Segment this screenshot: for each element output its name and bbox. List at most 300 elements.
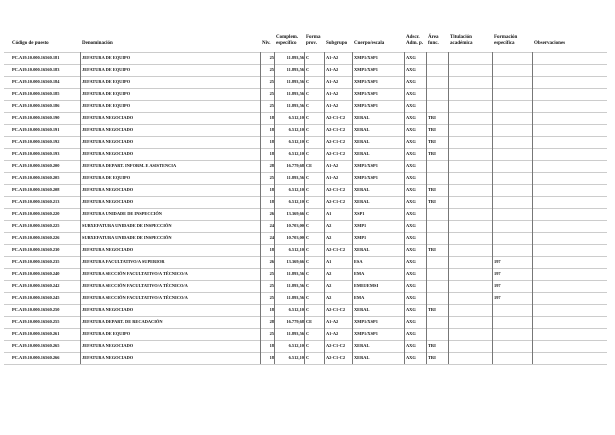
cell-codigo: PC.A19.10.000.16560.191 — [12, 127, 60, 132]
cell-forma: C — [306, 343, 310, 348]
cell-adscripcion: AXG — [406, 79, 416, 84]
cell-adscripcion: AXG — [406, 139, 416, 144]
header-nivel-line-2: Niv. — [262, 40, 271, 46]
cell-cuerpo: XMP1/XSP1 — [354, 103, 378, 108]
cell-titulacion — [450, 160, 490, 172]
cell-titulacion — [450, 208, 490, 220]
cell-complemento: 6.512,10 — [288, 355, 304, 360]
cell-forma: C — [306, 103, 310, 108]
cell-formacion — [494, 352, 532, 364]
table-row — [0, 76, 615, 88]
header-formacion-line-1: Formación — [494, 35, 518, 40]
cell-cuerpo: XERAL — [354, 355, 370, 360]
cell-denominacion: JEFATURA FACULTATIVO/A SUPERIOR — [82, 259, 165, 264]
cell-subgrupo: A2 — [326, 283, 332, 288]
cell-cuerpo: EMEI/EMSI — [354, 283, 379, 288]
cell-cuerpo: XMP1 — [354, 235, 367, 240]
cell-adscripcion: AXG — [406, 151, 416, 156]
cell-complemento: 11.893,56 — [286, 331, 304, 336]
cell-adscripcion: AXG — [406, 199, 416, 204]
cell-adscripcion: AXG — [406, 175, 416, 180]
cell-subgrupo: A2-C1-C2 — [326, 139, 346, 144]
cell-adscripcion: AXG — [406, 235, 416, 240]
cell-area: TRI — [428, 199, 436, 204]
header-complemento-line-1: Complem. — [276, 35, 299, 40]
cell-titulacion — [450, 52, 490, 64]
cell-titulacion — [450, 340, 490, 352]
table-row — [0, 88, 615, 100]
cell-denominacion: JEFATURA DE EQUIPO — [82, 67, 131, 72]
cell-formacion — [494, 112, 532, 124]
cell-observaciones — [534, 304, 606, 316]
cell-nivel: 25 — [269, 79, 274, 84]
cell-observaciones — [534, 76, 606, 88]
cell-formacion — [494, 316, 532, 328]
cell-denominacion: JEFATURA NEGOCIADO — [82, 307, 134, 312]
table-row — [0, 208, 615, 220]
cell-adscripcion: AXG — [406, 67, 416, 72]
cell-titulacion — [450, 76, 490, 88]
cell-nivel: 18 — [269, 307, 274, 312]
cell-forma: CE — [306, 163, 313, 168]
header-titulacion-line-2: académica — [450, 40, 473, 46]
header-denominacion-line-2: Denominación — [82, 40, 113, 46]
cell-complemento: 11.893,56 — [286, 67, 304, 72]
cell-area — [428, 220, 448, 232]
cell-complemento: 16.779,68 — [286, 319, 304, 324]
cell-titulacion — [450, 196, 490, 208]
cell-formacion — [494, 208, 532, 220]
header-forma-line-1: Forma — [306, 35, 321, 40]
table-row — [0, 304, 615, 316]
cell-adscripcion: AXG — [406, 343, 416, 348]
header-observaciones-line-2: Observaciones — [534, 40, 566, 46]
table-row — [0, 64, 615, 76]
cell-cuerpo: XSP1 — [354, 211, 365, 216]
cell-formacion — [494, 52, 532, 64]
cell-formacion — [494, 244, 532, 256]
cell-nivel: 28 — [269, 319, 274, 324]
cell-cuerpo: XMP1/XSP1 — [354, 331, 378, 336]
cell-denominacion: JEFATURA NEGOCIADO — [82, 355, 134, 360]
cell-forma: C — [306, 79, 310, 84]
cell-complemento: 11.893,56 — [286, 295, 304, 300]
cell-area — [428, 316, 448, 328]
table-row — [0, 280, 615, 292]
cell-subgrupo: A1 — [326, 211, 332, 216]
cell-subgrupo: A1-A2 — [326, 55, 339, 60]
table-row — [0, 244, 615, 256]
cell-subgrupo: A1-A2 — [326, 319, 339, 324]
cell-forma: C — [306, 331, 310, 336]
cell-titulacion — [450, 304, 490, 316]
cell-nivel: 18 — [269, 151, 274, 156]
cell-area — [428, 52, 448, 64]
cell-cuerpo: XMP1/XSP1 — [354, 319, 378, 324]
cell-complemento: 11.893,56 — [286, 79, 304, 84]
cell-codigo: PC.A19.10.000.16560.184 — [12, 79, 60, 84]
cell-complemento: 11.893,56 — [286, 55, 304, 60]
cell-cuerpo: XMP1 — [354, 223, 367, 228]
cell-observaciones — [534, 184, 606, 196]
cell-adscripcion: AXG — [406, 127, 416, 132]
header-area-line-1: Área — [428, 35, 439, 40]
cell-area: TRI — [428, 151, 436, 156]
cell-formacion — [494, 304, 532, 316]
header-codigo-line-2: Código de puesto — [12, 40, 49, 46]
cell-formacion — [494, 100, 532, 112]
cell-subgrupo: A2-C1-C2 — [326, 151, 346, 156]
table-row — [0, 148, 615, 160]
cell-cuerpo: XERAL — [354, 247, 370, 252]
cell-area — [428, 172, 448, 184]
cell-denominacion: JEFATURA DEPART. DE RECADACIÓN — [82, 319, 163, 324]
table-row — [0, 232, 615, 244]
cell-titulacion — [450, 184, 490, 196]
header-area-line-2: func. — [428, 40, 439, 46]
cell-area — [428, 100, 448, 112]
cell-codigo: PC.A19.10.000.16560.261 — [12, 331, 60, 336]
cell-denominacion: SUBXEFATURA UNIDADE DE INSPECCIÓN — [82, 235, 172, 240]
row-rule — [4, 364, 607, 365]
cell-titulacion — [450, 328, 490, 340]
cell-denominacion: JEFATURA NEGOCIADO — [82, 139, 134, 144]
cell-adscripcion: AXG — [406, 319, 416, 324]
cell-forma: C — [306, 247, 310, 252]
cell-titulacion — [450, 64, 490, 76]
cell-complemento: 13.369,66 — [286, 211, 304, 216]
cell-denominacion: JEFATURA SECCIÓN FACULTATIVO/A TÉCNICO/A — [82, 271, 188, 276]
cell-cuerpo: XERAL — [354, 199, 370, 204]
cell-cuerpo: XERAL — [354, 307, 370, 312]
cell-formacion: 197 — [494, 283, 501, 288]
header-adscripcion-line-2: Adm. p. — [406, 40, 424, 46]
cell-subgrupo: A2 — [326, 295, 332, 300]
cell-area: TRI — [428, 247, 436, 252]
cell-cuerpo: EMA — [354, 271, 365, 276]
cell-cuerpo: XERAL — [354, 151, 370, 156]
cell-formacion — [494, 196, 532, 208]
cell-nivel: 26 — [269, 211, 274, 216]
cell-denominacion: JEFATURA DE EQUIPO — [82, 175, 131, 180]
cell-forma: C — [306, 199, 310, 204]
cell-subgrupo: A2-C1-C2 — [326, 187, 346, 192]
cell-forma: C — [306, 91, 310, 96]
cell-titulacion — [450, 172, 490, 184]
cell-titulacion — [450, 232, 490, 244]
cell-titulacion — [450, 220, 490, 232]
cell-cuerpo: XERAL — [354, 127, 370, 132]
cell-area — [428, 292, 448, 304]
cell-codigo: PC.A19.10.000.16560.192 — [12, 139, 60, 144]
cell-observaciones — [534, 220, 606, 232]
cell-observaciones — [534, 232, 606, 244]
cell-subgrupo: A2-C1-C2 — [326, 355, 346, 360]
cell-observaciones — [534, 52, 606, 64]
table-row — [0, 256, 615, 268]
cell-codigo: PC.A19.10.000.16560.266 — [12, 355, 60, 360]
cell-forma: C — [306, 271, 310, 276]
cell-cuerpo: ESA — [354, 259, 363, 264]
cell-nivel: 18 — [269, 247, 274, 252]
cell-denominacion: JEFATURA SECCIÓN FACULTATIVO/A TÉCNICO/A — [82, 295, 188, 300]
cell-titulacion — [450, 136, 490, 148]
cell-adscripcion: AXG — [406, 103, 416, 108]
cell-forma: C — [306, 211, 310, 216]
header-observaciones — [534, 35, 615, 46]
table-row — [0, 172, 615, 184]
cell-nivel: 25 — [269, 331, 274, 336]
cell-codigo: PC.A19.10.000.16560.193 — [12, 151, 60, 156]
cell-adscripcion: AXG — [406, 187, 416, 192]
cell-area: TRI — [428, 187, 436, 192]
header-cuerpo — [354, 35, 414, 46]
cell-nivel: 25 — [269, 283, 274, 288]
cell-cuerpo: XERAL — [354, 343, 370, 348]
cell-codigo: PC.A19.10.000.16560.220 — [12, 211, 60, 216]
cell-nivel: 25 — [269, 175, 274, 180]
cell-forma: C — [306, 67, 310, 72]
cell-observaciones — [534, 292, 606, 304]
cell-cuerpo: XMP1/XSP1 — [354, 79, 378, 84]
cell-observaciones — [534, 268, 606, 280]
cell-cuerpo: XERAL — [354, 115, 370, 120]
cell-cuerpo: XMP1/XSP1 — [354, 55, 378, 60]
cell-codigo: PC.A19.10.000.16560.225 — [12, 223, 60, 228]
cell-codigo: PC.A19.10.000.16560.255 — [12, 319, 60, 324]
cell-nivel: 18 — [269, 187, 274, 192]
cell-formacion — [494, 220, 532, 232]
cell-codigo: PC.A19.10.000.16560.200 — [12, 163, 60, 168]
cell-subgrupo: A1-A2 — [326, 67, 339, 72]
cell-adscripcion: AXG — [406, 91, 416, 96]
header-titulacion-line-1: Titulación — [450, 35, 472, 40]
header-subgrupo-line-2: Subgrupo — [326, 40, 348, 46]
cell-cuerpo: XMP1/XSP1 — [354, 175, 378, 180]
cell-complemento: 6.512,10 — [288, 187, 304, 192]
cell-area: TRI — [428, 355, 436, 360]
cell-titulacion — [450, 280, 490, 292]
cell-complemento: 6.512,10 — [288, 115, 304, 120]
cell-nivel: 18 — [269, 199, 274, 204]
cell-nivel: 24 — [269, 223, 274, 228]
cell-codigo: PC.A19.10.000.16560.213 — [12, 199, 60, 204]
cell-complemento: 11.893,56 — [286, 271, 304, 276]
cell-formacion — [494, 340, 532, 352]
cell-area — [428, 280, 448, 292]
cell-subgrupo: A1-A2 — [326, 91, 339, 96]
cell-titulacion — [450, 268, 490, 280]
cell-observaciones — [534, 352, 606, 364]
cell-denominacion: JEFATURA DE EQUIPO — [82, 331, 131, 336]
cell-forma: C — [306, 115, 310, 120]
cell-codigo: PC.A19.10.000.16560.185 — [12, 91, 60, 96]
header-adscripcion-line-1: Adscr. — [406, 35, 420, 40]
table-row — [0, 184, 615, 196]
cell-denominacion: JEFATURA DE EQUIPO — [82, 91, 131, 96]
cell-forma: C — [306, 355, 310, 360]
cell-observaciones — [534, 256, 606, 268]
cell-codigo: PC.A19.10.000.16560.240 — [12, 271, 60, 276]
cell-titulacion — [450, 244, 490, 256]
cell-area — [428, 268, 448, 280]
cell-complemento: 6.512,10 — [288, 307, 304, 312]
cell-formacion — [494, 136, 532, 148]
cell-complemento: 11.893,56 — [286, 283, 304, 288]
cell-adscripcion: AXG — [406, 271, 416, 276]
cell-codigo: PC.A19.10.000.16560.242 — [12, 283, 60, 288]
cell-nivel: 25 — [269, 103, 274, 108]
cell-titulacion — [450, 292, 490, 304]
cell-subgrupo: A2-C1-C2 — [326, 247, 346, 252]
cell-complemento: 16.779,68 — [286, 163, 304, 168]
cell-forma: C — [306, 187, 310, 192]
cell-adscripcion: AXG — [406, 307, 416, 312]
cell-area: TRI — [428, 115, 436, 120]
cell-subgrupo: A2-C1-C2 — [326, 127, 346, 132]
cell-denominacion: JEFATURA DEPART. INFORM. E ASISTENCIA — [82, 163, 177, 168]
cell-area — [428, 88, 448, 100]
cell-codigo: PC.A19.10.000.16560.265 — [12, 343, 60, 348]
cell-adscripcion: AXG — [406, 115, 416, 120]
cell-cuerpo: EMA — [354, 295, 365, 300]
cell-adscripcion: AXG — [406, 331, 416, 336]
cell-cuerpo: XMP1/XSP1 — [354, 163, 378, 168]
cell-denominacion: SUBXEFATURA UNIDADE DE INSPECCIÓN — [82, 223, 172, 228]
table-row — [0, 268, 615, 280]
cell-observaciones — [534, 112, 606, 124]
cell-subgrupo: A2 — [326, 271, 332, 276]
cell-observaciones — [534, 64, 606, 76]
cell-nivel: 18 — [269, 115, 274, 120]
cell-adscripcion: AXG — [406, 295, 416, 300]
cell-area: TRI — [428, 139, 436, 144]
cell-subgrupo: A2 — [326, 235, 332, 240]
cell-nivel: 18 — [269, 139, 274, 144]
cell-nivel: 25 — [269, 91, 274, 96]
table-row — [0, 352, 615, 364]
cell-formacion — [494, 184, 532, 196]
table-row — [0, 292, 615, 304]
cell-denominacion: JEFATURA NEGOCIADO — [82, 247, 134, 252]
cell-formacion — [494, 148, 532, 160]
cell-codigo: PC.A19.10.000.16560.226 — [12, 235, 60, 240]
cell-titulacion — [450, 256, 490, 268]
table-row — [0, 52, 615, 64]
cell-complemento: 10.703,00 — [286, 235, 304, 240]
cell-area — [428, 208, 448, 220]
cell-codigo: PC.A19.10.000.16560.190 — [12, 115, 60, 120]
cell-area — [428, 160, 448, 172]
cell-area: TRI — [428, 127, 436, 132]
cell-complemento: 6.512,10 — [288, 139, 304, 144]
cell-nivel: 18 — [269, 127, 274, 132]
cell-observaciones — [534, 172, 606, 184]
cell-area — [428, 256, 448, 268]
table-row — [0, 196, 615, 208]
cell-formacion: 197 — [494, 295, 501, 300]
table-row — [0, 328, 615, 340]
cell-titulacion — [450, 352, 490, 364]
cell-codigo: PC.A19.10.000.16560.230 — [12, 247, 60, 252]
cell-subgrupo: A1-A2 — [326, 79, 339, 84]
cell-forma: C — [306, 259, 310, 264]
cell-nivel: 18 — [269, 355, 274, 360]
cell-area — [428, 232, 448, 244]
cell-subgrupo: A2-C1-C2 — [326, 199, 346, 204]
cell-subgrupo: A1-A2 — [326, 175, 339, 180]
cell-observaciones — [534, 124, 606, 136]
cell-observaciones — [534, 88, 606, 100]
cell-observaciones — [534, 340, 606, 352]
cell-titulacion — [450, 112, 490, 124]
cell-forma: C — [306, 307, 310, 312]
table-row — [0, 100, 615, 112]
header-codigo — [12, 35, 90, 46]
cell-forma: CE — [306, 319, 313, 324]
cell-forma: C — [306, 235, 310, 240]
cell-adscripcion: AXG — [406, 283, 416, 288]
cell-subgrupo: A1-A2 — [326, 331, 339, 336]
cell-codigo: PC.A19.10.000.16560.208 — [12, 187, 60, 192]
cell-forma: C — [306, 127, 310, 132]
cell-forma: C — [306, 223, 310, 228]
cell-cuerpo: XMP1/XSP1 — [354, 91, 378, 96]
cell-formacion — [494, 76, 532, 88]
cell-area — [428, 328, 448, 340]
cell-denominacion: JEFATURA SECCIÓN FACULTATIVO/A TÉCNICO/A — [82, 283, 188, 288]
cell-cuerpo: XERAL — [354, 187, 370, 192]
cell-formacion: 197 — [494, 271, 501, 276]
cell-forma: C — [306, 175, 310, 180]
cell-subgrupo: A2 — [326, 223, 332, 228]
cell-codigo: PC.A19.10.000.16560.186 — [12, 103, 60, 108]
cell-nivel: 25 — [269, 67, 274, 72]
cell-observaciones — [534, 244, 606, 256]
cell-formacion — [494, 328, 532, 340]
cell-nivel: 25 — [269, 295, 274, 300]
cell-formacion — [494, 64, 532, 76]
cell-forma: C — [306, 295, 310, 300]
cell-forma: C — [306, 139, 310, 144]
cell-denominacion: JEFATURA NEGOCIADO — [82, 187, 134, 192]
header-formacion-line-2: específica — [494, 40, 515, 46]
cell-codigo: PC.A19.10.000.16560.205 — [12, 175, 60, 180]
header-complemento-line-2: específico — [276, 40, 297, 46]
cell-complemento: 11.893,56 — [286, 175, 304, 180]
cell-observaciones — [534, 208, 606, 220]
cell-denominacion: JEFATURA UNIDADE DE INSPECCIÓN — [82, 211, 162, 216]
cell-denominacion: JEFATURA NEGOCIADO — [82, 199, 134, 204]
table-row — [0, 340, 615, 352]
cell-formacion: 197 — [494, 259, 501, 264]
cell-denominacion: JEFATURA NEGOCIADO — [82, 343, 134, 348]
cell-nivel: 18 — [269, 343, 274, 348]
cell-formacion — [494, 124, 532, 136]
cell-codigo: PC.A19.10.000.16560.183 — [12, 67, 60, 72]
cell-area — [428, 76, 448, 88]
cell-observaciones — [534, 196, 606, 208]
cell-subgrupo: A1 — [326, 259, 332, 264]
cell-observaciones — [534, 316, 606, 328]
cell-subgrupo: A2-C1-C2 — [326, 307, 346, 312]
cell-denominacion: JEFATURA NEGOCIADO — [82, 151, 134, 156]
cell-forma: C — [306, 151, 310, 156]
cell-observaciones — [534, 328, 606, 340]
cell-nivel: 25 — [269, 271, 274, 276]
header-titulacion — [450, 35, 500, 46]
cell-nivel: 24 — [269, 235, 274, 240]
